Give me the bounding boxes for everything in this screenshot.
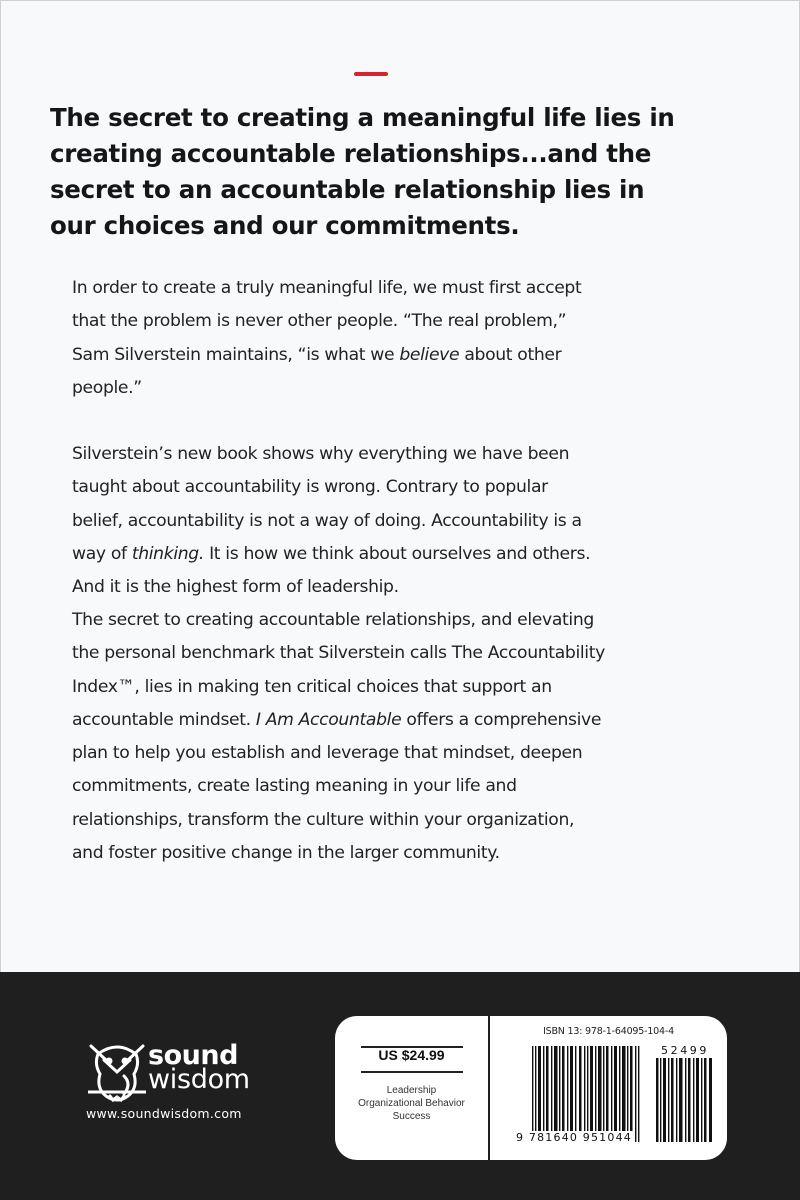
headline-line: our choices and our commitments. [50, 211, 520, 240]
category: Leadership [386, 1085, 437, 1096]
publisher-url: www.soundwisdom.com [86, 1106, 242, 1121]
text-line: plan to help you establish and leverage that mindset, deepen [72, 743, 583, 764]
text-line: Index™, lies in making ten critical choices that support an [72, 676, 552, 697]
text-line [72, 538, 762, 571]
barcode-icon [532, 1046, 642, 1142]
price: US $24.99 [378, 1047, 445, 1063]
rule-bottom [361, 1071, 463, 1073]
publisher-name-sound: sound [148, 1040, 238, 1071]
text-line: commitments, create lasting meaning in your life and [72, 776, 517, 797]
publisher-name-wisdom: wisdom [148, 1064, 250, 1095]
text-run: accountable mindset. [72, 709, 256, 730]
text-line: And it is the highest form of leadership. [72, 577, 399, 598]
publisher-logo [88, 1042, 268, 1132]
paragraph-3 [72, 604, 762, 870]
category-list [335, 1084, 488, 1123]
category: Organizational Behavior [358, 1098, 465, 1109]
barcode-digits: 9 781640 951044 [516, 1131, 632, 1144]
text-line: and foster positive change in the larger community. [72, 843, 500, 864]
addon-digits: 52499 [661, 1044, 709, 1057]
headline-line: secret to an accountable relationship lies in [50, 175, 645, 204]
owl-icon [88, 1042, 146, 1104]
text-line: the personal benchmark that Silverstein calls The Accountability [72, 643, 605, 664]
red-accent-mark [354, 72, 388, 76]
price-box [335, 1016, 488, 1160]
text-run: offers a comprehensive [401, 709, 602, 730]
addon-barcode-icon [656, 1058, 714, 1142]
text-run: way of [72, 543, 132, 564]
text-line [72, 339, 762, 372]
text-line: taught about accountability is wrong. Contrary to popular [72, 477, 548, 498]
paragraph-1 [72, 272, 762, 405]
italic-text: I Am Accountable [255, 709, 402, 730]
italic-text: believe [399, 344, 460, 365]
text-line [72, 704, 762, 737]
text-run: about other [459, 344, 562, 365]
text-line: people.” [72, 377, 142, 398]
text-line: The secret to creating accountable relationships, and elevating [72, 610, 594, 630]
headline-line: creating accountable relationships...and the [50, 139, 652, 168]
category: Success [392, 1111, 431, 1122]
headline [50, 100, 770, 244]
text-line: relationships, transform the culture within your organization, [72, 809, 575, 830]
text-run: Sam Silverstein maintains, “is what we [72, 344, 400, 365]
isbn-box [490, 1016, 727, 1160]
text-line: belief, accountability is not a way of doing. Accountability is a [72, 510, 582, 531]
italic-text: thinking. [131, 543, 204, 564]
isbn-number: ISBN 13: 978-1-64095-104-4 [543, 1026, 674, 1037]
text-line: In order to create a truly meaningful life, we must first accept [72, 278, 582, 298]
text-run: It is how we think about ourselves and others. [203, 543, 591, 564]
text-line: that the problem is never other people. “The real problem,” [72, 311, 567, 332]
text-line: Silverstein’s new book shows why everything we have been [72, 444, 570, 464]
paragraph-2 [72, 438, 762, 604]
price-barcode-label [335, 1016, 727, 1160]
headline-line: The secret to creating a meaningful life lies in [50, 103, 675, 132]
